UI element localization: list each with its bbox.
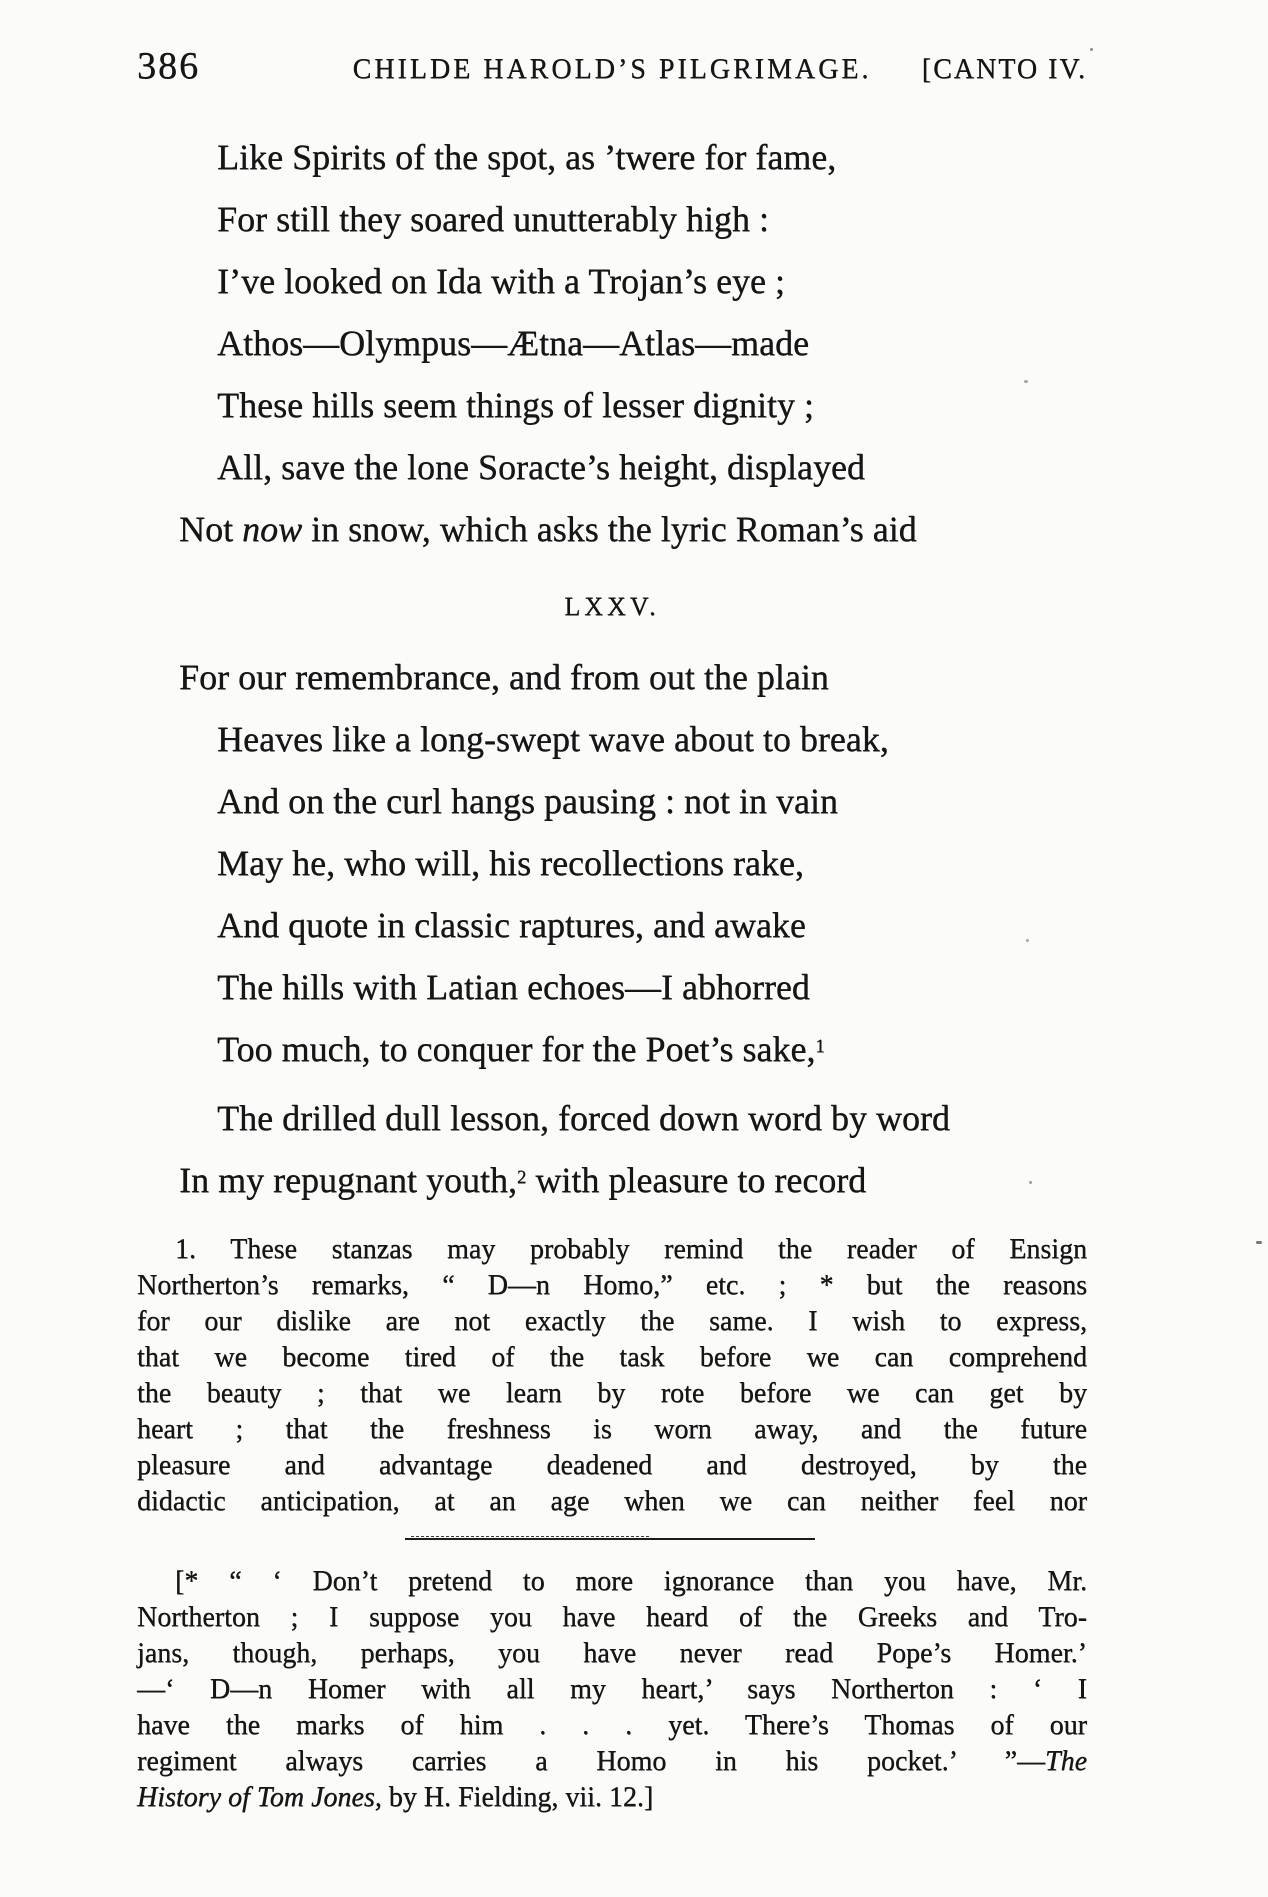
stanza-lxxv-heading: LXXV. bbox=[564, 592, 660, 621]
text-run: pleasure and advantage deadened and destroyed, by the bbox=[137, 1450, 1087, 1481]
text-run: In my repugnant youth, bbox=[179, 1160, 517, 1200]
poem-line bbox=[137, 770, 1087, 832]
page-header bbox=[137, 42, 1087, 100]
fn-line bbox=[137, 1636, 1087, 1672]
scan-speck bbox=[1256, 1241, 1262, 1244]
fn-line bbox=[137, 1780, 1087, 1816]
stanza-lxxv bbox=[137, 646, 1087, 1218]
fn-line bbox=[137, 1376, 1087, 1412]
text-run: The bbox=[1045, 1746, 1087, 1777]
text-run: for our dislike are not exactly the same. I wish to express, bbox=[137, 1306, 1087, 1337]
text-run: Too much, to conquer for the Poet’s sake, bbox=[217, 1029, 816, 1069]
poem-line bbox=[137, 436, 1087, 498]
text-run: have the marks of him . . . yet. There’s Thomas of our bbox=[137, 1710, 1087, 1741]
fn-line bbox=[137, 1564, 1087, 1600]
fn-line bbox=[137, 1744, 1087, 1780]
fn-line bbox=[137, 1448, 1087, 1484]
text-run: by H. Fielding, vii. 12.] bbox=[381, 1782, 654, 1813]
footnote-marker: 2 bbox=[516, 1167, 527, 1189]
scan-speck bbox=[1029, 1181, 1032, 1184]
text-run: Northerton ; I suppose you have heard of the Greeks and Tro- bbox=[137, 1602, 1087, 1633]
text-run: Not bbox=[179, 509, 242, 549]
text-run: These hills seem things of lesser dignity ; bbox=[217, 385, 814, 425]
fn-line bbox=[137, 1340, 1087, 1376]
footnote-asterisk bbox=[137, 1564, 1087, 1816]
poem-line bbox=[137, 708, 1087, 770]
text-run: Heaves like a long-swept wave about to break, bbox=[217, 719, 889, 759]
text-run: The drilled dull lesson, forced down word by word bbox=[217, 1098, 950, 1138]
poem-line bbox=[137, 894, 1087, 956]
text-run: All, save the lone Soracte’s height, displayed bbox=[217, 447, 865, 487]
text-run: now bbox=[242, 509, 303, 549]
text-run: [* “ ‘ Don’t pretend to more ignorance than you have, Mr. bbox=[175, 1566, 1087, 1597]
text-run: Northerton’s remarks, “ D—n Homo,” etc. ; * but the reasons bbox=[137, 1270, 1087, 1301]
fn-line bbox=[137, 1268, 1087, 1304]
fn-line bbox=[137, 1708, 1087, 1744]
text-run: History of Tom Jones, bbox=[137, 1782, 382, 1813]
text-run: regiment always carries a Homo in his pocket.’ ”— bbox=[137, 1746, 1045, 1777]
text-run: with pleasure to record bbox=[526, 1160, 867, 1200]
poem-line bbox=[137, 956, 1087, 1018]
poem-line bbox=[137, 1087, 1087, 1149]
poem-line bbox=[137, 832, 1087, 894]
scan-speck bbox=[1090, 48, 1093, 51]
scan-speck bbox=[1026, 939, 1029, 942]
text-run: heart ; that the freshness is worn away, and the future bbox=[137, 1414, 1087, 1445]
text-run: For still they soared unutterably high : bbox=[217, 199, 769, 239]
footnote-marker: 1 bbox=[815, 1036, 825, 1058]
text-run: For our remembrance, and from out the plain bbox=[179, 657, 829, 697]
poem-line bbox=[137, 1149, 1087, 1218]
text-run: And quote in classic raptures, and awake bbox=[217, 905, 806, 945]
stanza-lxxiv-fragment bbox=[137, 126, 1087, 560]
text-run: in snow, which asks the lyric Roman’s aid bbox=[302, 509, 917, 549]
poem-line bbox=[137, 250, 1087, 312]
fn-line bbox=[137, 1232, 1087, 1268]
text-run: didactic anticipation, at an age when we can neither feel nor bbox=[137, 1486, 1087, 1517]
poem-line bbox=[137, 1018, 1087, 1087]
footnote-separator-rule bbox=[405, 1536, 815, 1540]
fn-line bbox=[137, 1672, 1087, 1708]
poem-line bbox=[137, 374, 1087, 436]
text-run: —‘ D—n Homer with all my heart,’ says Northerton : ‘ I bbox=[137, 1674, 1087, 1705]
text-run: I’ve looked on Ida with a Trojan’s eye ; bbox=[217, 261, 785, 301]
poem-line bbox=[137, 498, 1087, 560]
fn-line bbox=[137, 1304, 1087, 1340]
fn-line bbox=[137, 1484, 1087, 1520]
fn-line bbox=[137, 1600, 1087, 1636]
poem-line bbox=[137, 646, 1087, 708]
text-run: Athos—Olympus—Ætna—Atlas—made bbox=[217, 323, 809, 363]
page-number: 386 bbox=[137, 45, 200, 87]
canto-label: [CANTO IV. bbox=[921, 54, 1087, 85]
poem-line bbox=[137, 188, 1087, 250]
text-run: The hills with Latian echoes—I abhorred bbox=[217, 967, 810, 1007]
text-run: that we become tired of the task before we can comprehend bbox=[137, 1342, 1087, 1373]
text-run: And on the curl hangs pausing : not in vain bbox=[217, 781, 838, 821]
scan-speck bbox=[1024, 380, 1028, 383]
running-title: CHILDE HAROLD’S PILGRIMAGE. bbox=[352, 54, 872, 85]
poem-line bbox=[137, 126, 1087, 188]
text-run: Like Spirits of the spot, as ’twere for fame, bbox=[217, 137, 837, 177]
text-run: jans, though, perhaps, you have never read Pope’s Homer.’ bbox=[137, 1638, 1087, 1669]
text-run: 1. These stanzas may probably remind the reader of Ensign bbox=[175, 1234, 1087, 1265]
poem-line bbox=[137, 312, 1087, 374]
fn-line bbox=[137, 1412, 1087, 1448]
footnote-1 bbox=[137, 1232, 1087, 1520]
text-run: the beauty ; that we learn by rote before we can get by bbox=[137, 1378, 1087, 1409]
text-run: May he, who will, his recollections rake, bbox=[217, 843, 804, 883]
